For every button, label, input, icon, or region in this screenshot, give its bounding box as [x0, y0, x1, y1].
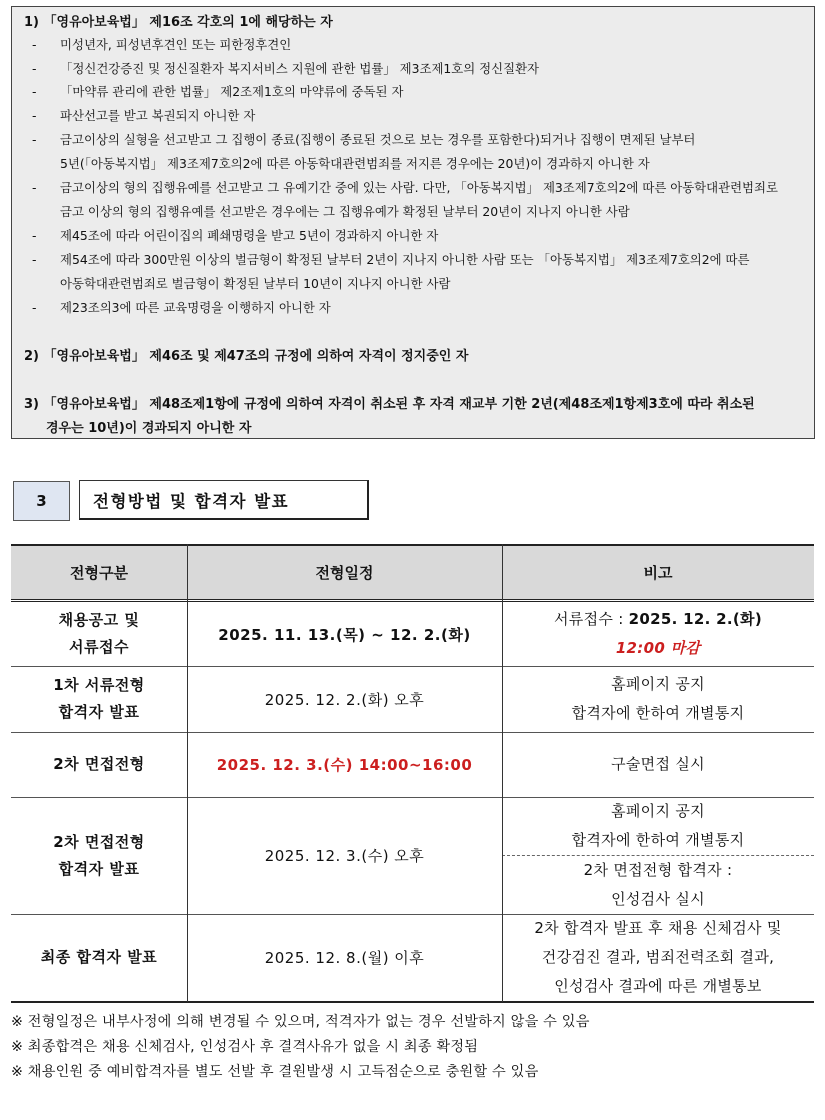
table-border-top [11, 544, 814, 546]
section-number: 3 [13, 481, 70, 521]
disqualification-heading-2: 2) 「영유아보육법」 제46조 및 제47조의 규정에 의하여 자격이 정지중인 자 [24, 349, 469, 364]
table-row-divider [11, 914, 814, 915]
note-line: 건강검진 결과, 범죄전력조회 결과, [541, 948, 775, 966]
table-row-schedule: 2025. 12. 3.(수) 14:00~16:00 [216, 756, 473, 774]
disqualification-heading-3-cont: 경우는 10년)이 경과되지 아니한 자 [46, 421, 252, 436]
note-line: 2차 합격자 발표 후 채용 신체검사 및 [534, 919, 782, 937]
note-line: 인성검사 결과에 따른 개별통보 [554, 977, 762, 995]
table-border-bottom [11, 1001, 814, 1003]
disqualification-item [32, 248, 802, 296]
table-header-category: 전형구분 [11, 544, 187, 600]
schedule-table [11, 544, 814, 1004]
row-label-line: 합격자 발표 [58, 859, 140, 878]
disqualification-heading-1: 1) 「영유아보육법」 제16조 각호의 1에 해당하는 자 [24, 15, 333, 30]
disqualification-item-text-cont: 5년(「아동복지법」 제3조제7호의2에 따른 아동학대관련범죄를 저지른 경우에는 20년)이 경과하지 아니한 자 [60, 156, 650, 171]
table-header-divider [11, 599, 814, 600]
disqualification-item-text-cont: 아동학대관련범죄로 벌금형이 확정된 날부터 10년이 지나지 아니한 사람 [60, 276, 451, 291]
table-row-divider [11, 797, 814, 798]
table-header-divider [11, 601, 814, 602]
table-row-label [11, 602, 187, 666]
table-row-note [502, 797, 814, 855]
row-label-line: 2차 면접전형 [53, 755, 145, 773]
table-row-schedule: 2025. 11. 13.(목) ~ 12. 2.(화) [218, 625, 471, 644]
table-row-label [11, 914, 187, 1001]
disqualification-item-text: 「정신건강증진 및 정신질환자 복지서비스 지원에 관한 법률」 제3조제1호의 정신질환자 [60, 61, 540, 76]
note-line: 합격자에 한하여 개별통지 [571, 831, 745, 849]
table-row-label [11, 732, 187, 797]
footnote: ※ 채용인원 중 예비합격자를 별도 선발 후 결원발생 시 고득점순으로 충원할 수 있음 [11, 1064, 539, 1080]
table-column-divider [502, 544, 503, 1002]
table-row-note [502, 914, 814, 1001]
deadline-text: 12:00 마감 [615, 639, 701, 657]
disqualification-item-text: 미성년자, 피성년후견인 또는 피한정후견인 [60, 37, 292, 52]
row-label-line: 1차 서류전형 [53, 676, 145, 694]
table-header-schedule: 전형일정 [187, 544, 502, 600]
note-date: 2025. 12. 2.(화) [628, 610, 762, 628]
list-dash: - [32, 132, 37, 147]
disqualification-item [32, 296, 802, 320]
list-dash: - [32, 84, 37, 99]
table-row-schedule: 2025. 12. 8.(월) 이후 [264, 949, 425, 967]
table-row-schedule: 2025. 12. 2.(화) 오후 [264, 690, 425, 709]
note-line: 구술면접 실시 [611, 755, 705, 773]
disqualification-item [32, 104, 802, 128]
table-row-divider [11, 666, 814, 667]
table-row-label [11, 666, 187, 732]
disqualification-item-text: 파산선고를 받고 복권되지 아니한 자 [60, 108, 256, 123]
list-dash: - [32, 180, 37, 195]
row-label-line: 합격자 발표 [58, 703, 140, 721]
section-title: 전형방법 및 합격자 발표 [79, 480, 369, 520]
disqualification-heading-3: 3) 「영유아보육법」 제48조제1항에 규정에 의하여 자격이 취소된 후 자격 재교부 기한 2년(제48조제1항제3호에 따라 취소된 [24, 397, 755, 412]
footnote: ※ 전형일정은 내부사정에 의해 변경될 수 있으며, 적격자가 없는 경우 선발하지 않을 수 있음 [11, 1014, 590, 1030]
note-line: 홈페이지 공지 [611, 675, 705, 693]
table-row-label [11, 797, 187, 914]
disqualification-box [11, 6, 815, 439]
list-dash: - [32, 108, 37, 123]
list-dash: - [32, 228, 37, 243]
disqualification-item-text: 금고이상의 형의 집행유예를 선고받고 그 유예기간 중에 있는 사람. 다만, 「아동복지법」 제3조제7호의2에 따른 아동학대관련범죄로 [60, 180, 778, 195]
disqualification-item [32, 224, 802, 248]
table-row-divider [11, 732, 814, 733]
table-row-note [502, 732, 814, 797]
note-line: 인성검사 실시 [611, 889, 705, 908]
footnote: ※ 최종합격은 채용 신체검사, 인성검사 후 결격사유가 없을 시 최종 확정됨 [11, 1039, 479, 1055]
row-label-line: 최종 합격자 발표 [40, 948, 158, 966]
table-header-note: 비고 [502, 544, 814, 600]
disqualification-item-text-cont: 금고 이상의 형의 집행유예를 선고받은 경우에는 그 집행유예가 확정된 날부터 20년이 지나지 아니한 사람 [60, 204, 630, 219]
list-dash: - [32, 300, 37, 315]
row-label-line: 채용공고 및 [58, 611, 140, 629]
list-dash: - [32, 37, 37, 52]
row-label-line: 서류접수 [69, 638, 129, 656]
table-row-note [502, 666, 814, 732]
disqualification-item [32, 33, 802, 57]
table-row-schedule: 2025. 12. 3.(수) 오후 [264, 847, 425, 865]
footnotes [11, 1010, 811, 1085]
list-dash: - [32, 252, 37, 267]
note-line: 합격자에 한하여 개별통지 [571, 704, 745, 722]
note-line: 2차 면접전형 합격자 : [583, 860, 733, 879]
disqualification-item [32, 57, 802, 81]
table-row-note-sub [502, 855, 814, 914]
disqualification-item-text: 제23조의3에 따른 교육명령을 이행하지 아니한 자 [60, 300, 331, 315]
note-line [554, 605, 762, 634]
row-label-line: 2차 면접전형 [53, 832, 145, 851]
disqualification-item [32, 176, 802, 224]
note-line: 홈페이지 공지 [611, 802, 705, 820]
disqualification-item [32, 128, 802, 176]
disqualification-item [32, 80, 802, 104]
disqualification-item-text: 금고이상의 실형을 선고받고 그 집행이 종료(집행이 종료된 것으로 보는 경우를 포함한다)되거나 집행이 면제된 날부터 [60, 132, 696, 147]
disqualification-item-text: 제54조에 따라 300만원 이상의 벌금형이 확정된 날부터 2년이 지나지 아니한 사람 또는 「아동복지법」 제3조제7호의2에 따른 [60, 252, 750, 267]
disqualification-item-text: 제45조에 따라 어린이집의 폐쇄명령을 받고 5년이 경과하지 아니한 자 [60, 228, 439, 243]
note-prefix: 서류접수 : [554, 610, 629, 628]
table-column-divider [187, 544, 188, 1002]
disqualification-item-text: 「마약류 관리에 관한 법률」 제2조제1호의 마약류에 중독된 자 [60, 84, 404, 99]
list-dash: - [32, 61, 37, 76]
table-row-note [502, 602, 814, 666]
